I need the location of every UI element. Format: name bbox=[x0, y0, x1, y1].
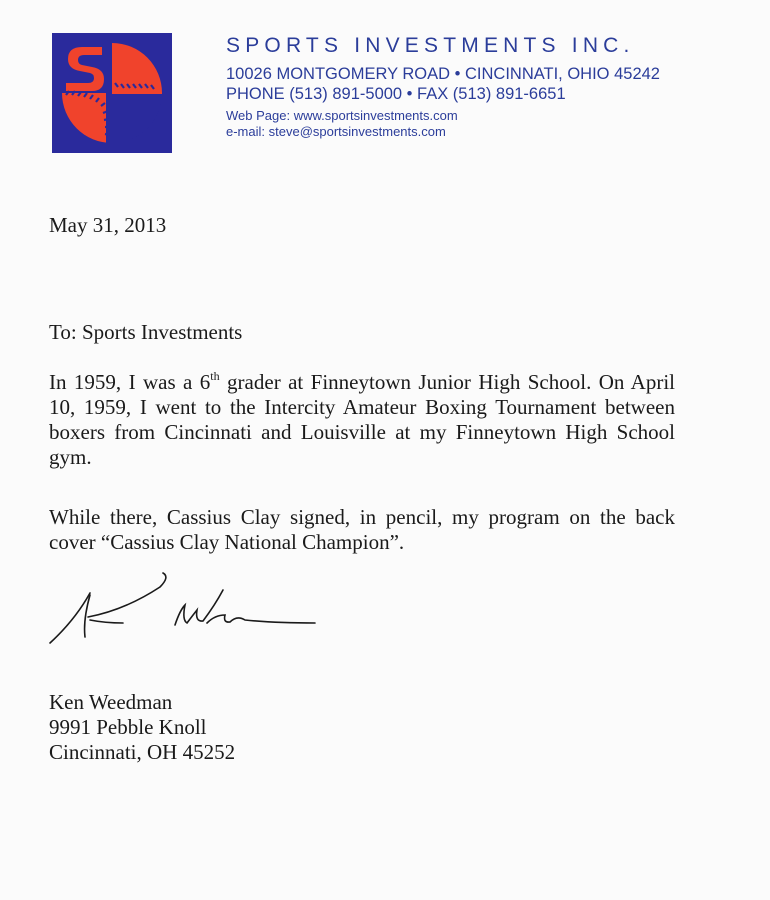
company-web-page: Web Page: www.sportsinvestments.com bbox=[226, 108, 458, 123]
sender-block bbox=[49, 690, 235, 765]
handwritten-signature bbox=[45, 565, 335, 665]
sender-city: Cincinnati, OH 45252 bbox=[49, 740, 236, 764]
si-logo-icon bbox=[52, 33, 172, 153]
letter-paragraph-1 bbox=[49, 370, 675, 470]
letter-paragraph-2: While there, Cassius Clay signed, in pencil, my program on the back cover “Cassius Clay National Champion”. bbox=[49, 505, 675, 554]
sender-name: Ken Weedman bbox=[49, 690, 173, 714]
company-email: e-mail: steve@sportsinvestments.com bbox=[226, 124, 446, 139]
company-phone-fax: PHONE (513) 891-5000 • FAX (513) 891-6651 bbox=[226, 85, 566, 103]
sender-street: 9991 Pebble Knoll bbox=[49, 715, 207, 739]
company-address: 10026 MONTGOMERY ROAD • CINCINNATI, OHIO 45242 bbox=[226, 65, 660, 83]
company-name: SPORTS INVESTMENTS INC. bbox=[226, 34, 635, 57]
letterhead bbox=[226, 33, 660, 140]
letter-date: May 31, 2013 bbox=[49, 213, 167, 237]
paragraph-1-rest: grader at Finneytown Junior High School. On April 10, 1959, I went to the Intercity Amateur Boxing Tournament between boxers from Cincinnati and Louisville at my Finneytown High School gym. bbox=[49, 370, 675, 469]
ordinal-suffix: th bbox=[210, 369, 220, 383]
paragraph-1-start: In 1959, I was a 6 bbox=[49, 370, 211, 394]
letter-salutation: To: Sports Investments bbox=[49, 320, 243, 344]
